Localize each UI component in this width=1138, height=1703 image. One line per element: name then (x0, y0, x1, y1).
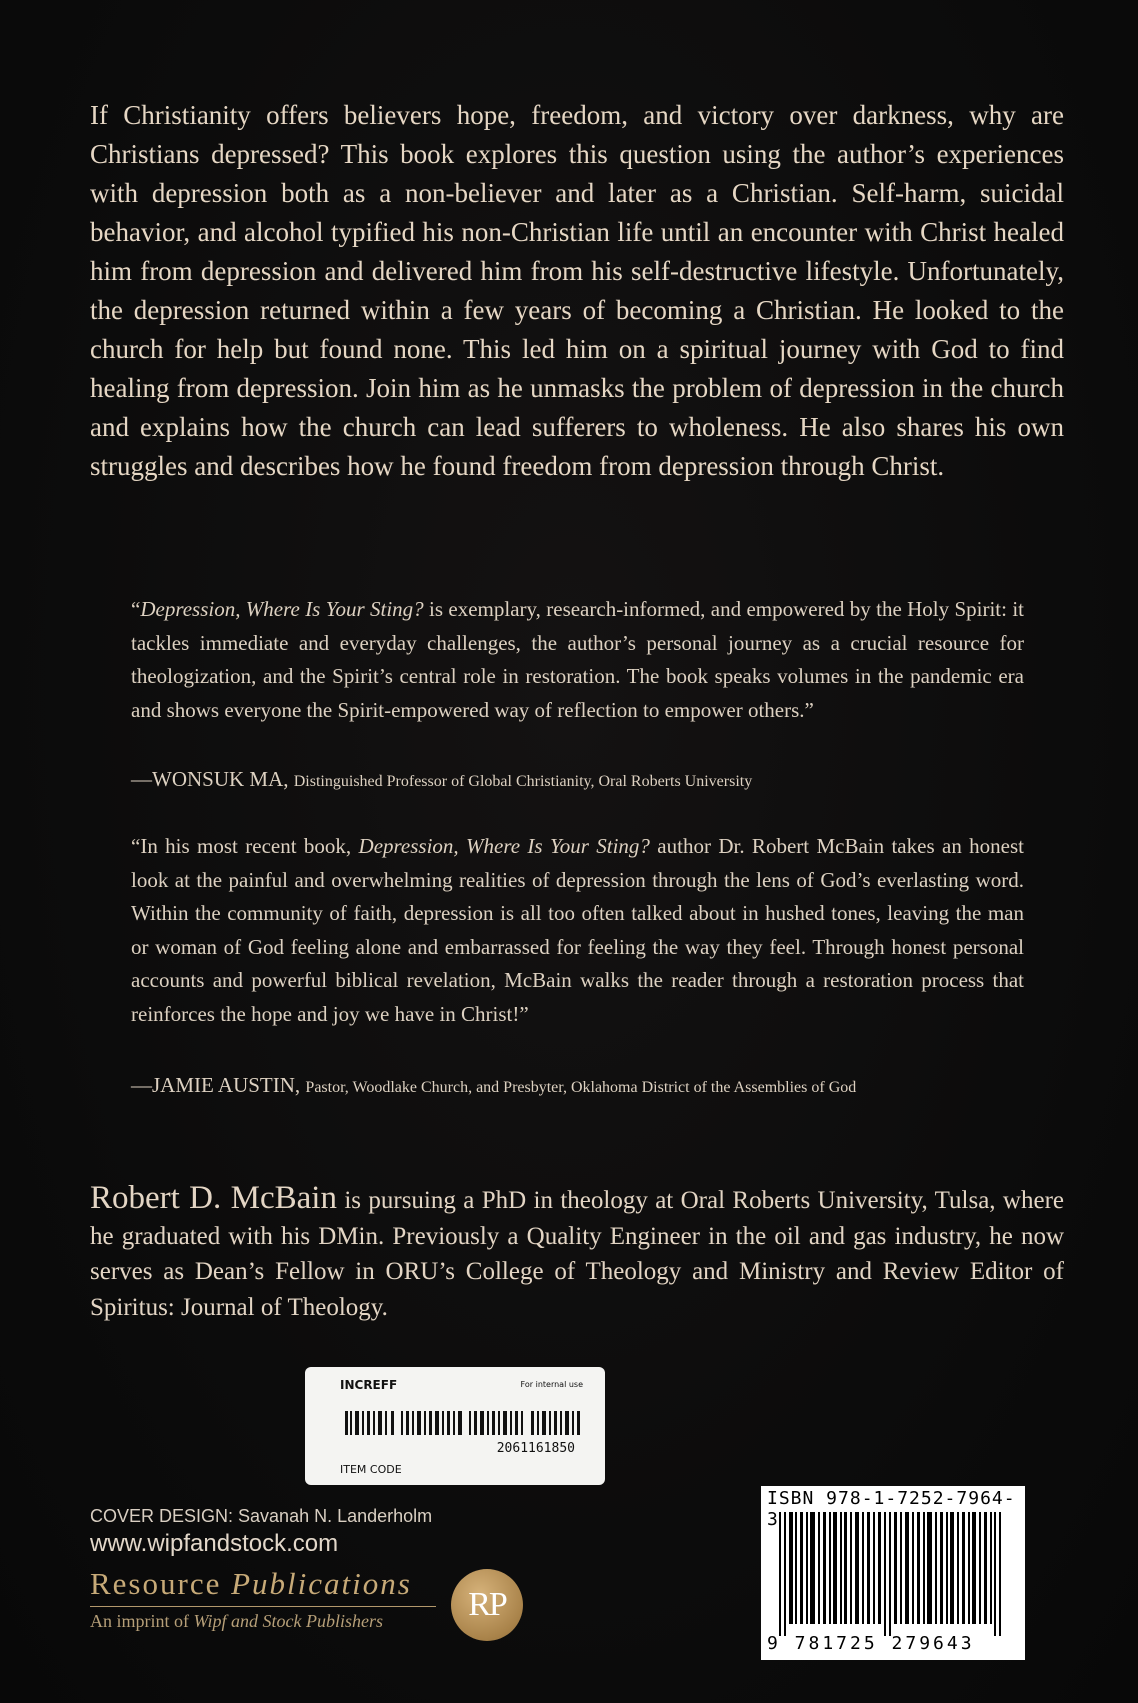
cover-design-credit: COVER DESIGN: Savanah N. Landerholm (90, 1506, 433, 1526)
imprint-name-italic: Publications (231, 1566, 412, 1601)
imprint-subtitle-part: An imprint of (90, 1611, 194, 1631)
book-title-italic: Depression, Where Is Your Sting? (358, 834, 650, 858)
sticker-barcode (345, 1411, 581, 1435)
rp-logo-icon: RP (451, 1569, 523, 1641)
isbn-label: ISBN 978-1-7252-7964-3 (767, 1488, 1016, 1530)
publisher-website: www.wipfandstock.com (90, 1530, 339, 1557)
publisher-name: Wipf and Stock Publishers (193, 1611, 383, 1631)
quote-open: “In his most recent book, (131, 834, 359, 858)
imprint-name (90, 1566, 412, 1602)
endorser-role: Distinguished Professor of Global Christianity, Oral Roberts University (293, 773, 753, 790)
book-title-italic: Depression, Where Is Your Sting? (140, 597, 424, 621)
endorser-name: —JAMIE AUSTIN, (131, 1073, 301, 1097)
endorsement-text: author Dr. Robert McBain takes an honest look at the painful and overwhelming realities of depression through the lens of God’s everlasting word. Within the community of faith, depression is all too often talked about in hushed tones, leaving the man or woman of God feeling alone and embarrassed for feeling the way they feel. Through honest personal accounts and powerful biblical revelation, McBain walks the reader through a restoration process that reinforces the hope and joy we have in Christ!” (131, 834, 1025, 1026)
isbn-barcode (771, 1512, 1015, 1636)
inventory-sticker (305, 1367, 605, 1485)
quote-open-mark: “ (131, 597, 141, 621)
endorsement-attribution-1 (131, 767, 752, 792)
imprint-name-part: Resource (90, 1566, 232, 1601)
endorsement-attribution-2 (131, 1073, 856, 1098)
sticker-item-code-label: ITEM CODE (340, 1463, 402, 1476)
author-bio (90, 1181, 1064, 1325)
imprint-subtitle (90, 1611, 383, 1632)
imprint-divider (90, 1606, 436, 1607)
endorsement-text: is exemplary, research-informed, and empowered by the Holy Spirit: it tackles immediate and everyday challenges, the author’s personal journey as a crucial resource for theologization, and the Spirit’s central role in restoration. The book speaks volumes in the pandemic era and shows everyone the Spirit-empowered way of reflection to empower others.” (131, 597, 1024, 722)
author-name: Robert D. McBain (90, 1180, 337, 1216)
sticker-brand: INCREFF (340, 1378, 398, 1392)
isbn-barcode-block (761, 1486, 1025, 1660)
endorsement-quote-1 (131, 593, 1024, 727)
book-blurb: If Christianity offers believers hope, freedom, and victory over darkness, why are Christians depressed? This book explores this question using the author’s experiences with depression both as a non-believer and later as a Christian. Self-harm, suicidal behavior, and alcohol typified his non-Christian life until an encounter with Christ healed him from depression and delivered him from his self-destructive lifestyle. Unfortunately, the depression returned within a few years of becoming a Christian. He looked to the church for help but found none. This led him on a spiritual journey with God to find healing from depression. Join him as he unmasks the problem of depression in the church and explains how the church can lead sufferers to wholeness. He also shares his own struggles and describes how he found freedom from depression through Christ. (90, 100, 1064, 481)
endorsement-quote-2 (131, 830, 1024, 1031)
endorser-role: Pastor, Woodlake Church, and Presbyter, Oklahoma District of the Assemblies of God (305, 1079, 857, 1096)
author-bio-text: is pursuing a PhD in theology at Oral Roberts University, Tulsa, where he graduated with his DMin. Previously a Quality Engineer in the oil and gas industry, he now serves as Dean’s Fellow in ORU’s College of Theology and Ministry and Review Editor of Spiritus: Journal of Theology. (90, 1187, 1064, 1321)
sticker-note: For internal use (520, 1380, 583, 1389)
sticker-item-number: 2061161850 (496, 1441, 575, 1456)
isbn-digits: 9 781725 279643 (767, 1633, 975, 1654)
endorser-name: —WONSUK MA, (131, 767, 289, 791)
